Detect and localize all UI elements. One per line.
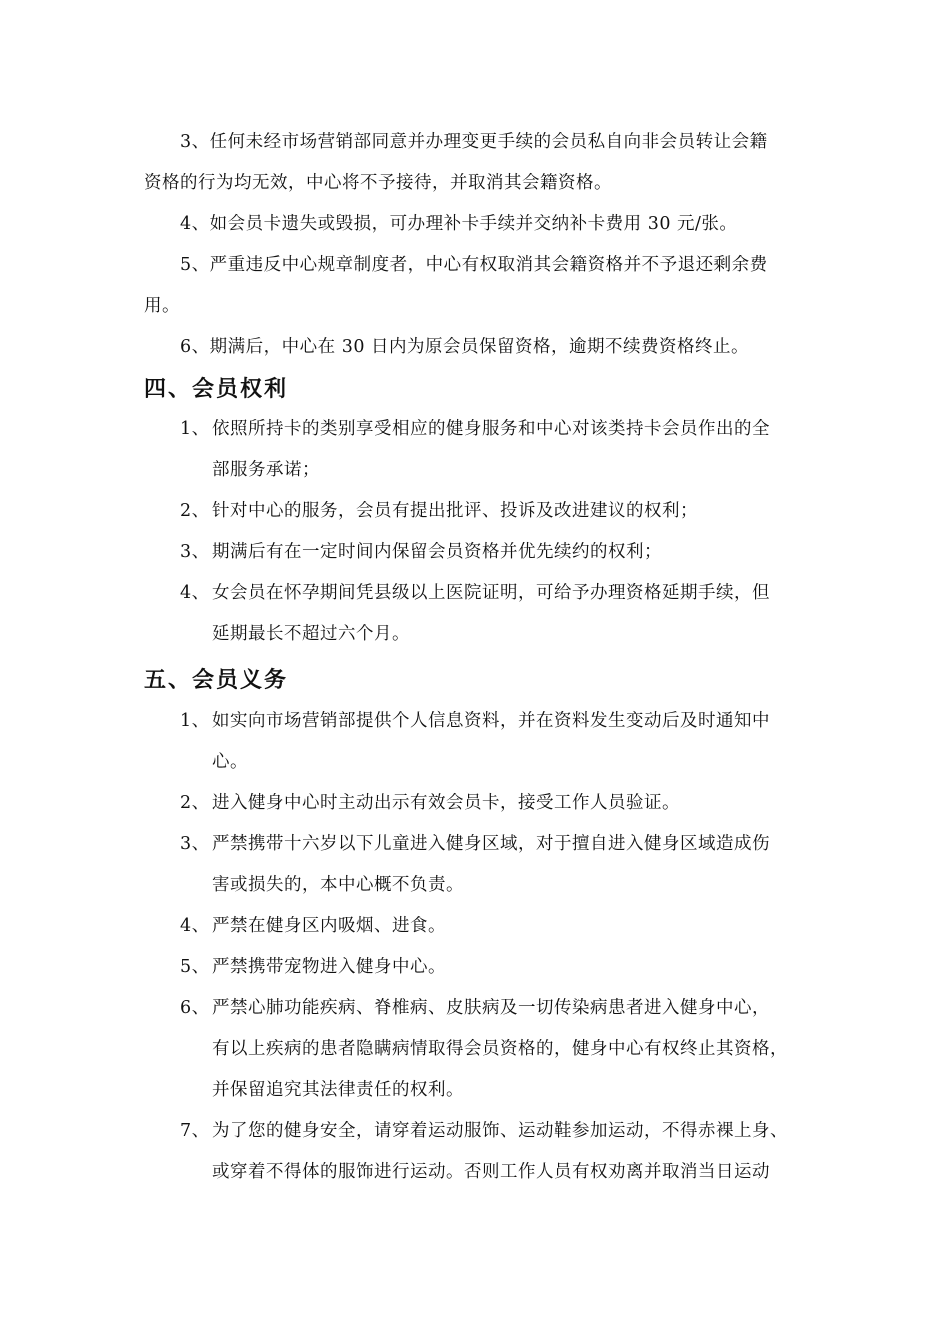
item-number: 6、 xyxy=(180,998,210,1018)
text-line: 期满后有在一定时间内保留会员资格并优先续约的权利； xyxy=(212,542,662,562)
item-number: 2、 xyxy=(180,501,210,521)
list-item xyxy=(180,701,820,783)
item-number: 4、 xyxy=(180,583,210,603)
text-line: 严禁携带十六岁以下儿童进入健身区域，对于擅自进入健身区域造成伤 xyxy=(212,834,770,854)
list-item xyxy=(180,409,820,491)
list-item xyxy=(180,947,820,988)
text-line: 心。 xyxy=(212,752,248,772)
text-line: 4、如会员卡遗失或毁损，可办理补卡手续并交纳补卡费用 30 元/张。 xyxy=(180,214,738,234)
text-line: 针对中心的服务，会员有提出批评、投诉及改进建议的权利； xyxy=(212,501,698,521)
list-item xyxy=(180,988,820,1111)
paragraph-3 xyxy=(144,122,814,204)
text-line: 为了您的健身安全，请穿着运动服饰、运动鞋参加运动，不得赤裸上身、 xyxy=(212,1121,788,1141)
item-number: 5、 xyxy=(180,957,210,977)
item-number: 1、 xyxy=(180,419,210,439)
list-item xyxy=(180,824,820,906)
item-number: 3、 xyxy=(180,834,210,854)
paragraph-6 xyxy=(144,327,814,368)
list-item xyxy=(180,906,820,947)
list-item xyxy=(180,532,820,573)
item-number: 2、 xyxy=(180,793,210,813)
text-line: 3、任何未经市场营销部同意并办理变更手续的会员私自向非会员转让会籍 xyxy=(180,132,768,152)
obligations-list xyxy=(180,701,820,1193)
text-line: 严禁在健身区内吸烟、进食。 xyxy=(212,916,446,936)
rights-list xyxy=(180,409,820,655)
text-line: 如实向市场营销部提供个人信息资料，并在资料发生变动后及时通知中 xyxy=(212,711,770,731)
text-line: 延期最长不超过六个月。 xyxy=(212,624,410,644)
text-line: 害或损失的，本中心概不负责。 xyxy=(212,875,464,895)
text-line: 部服务承诺； xyxy=(212,460,320,480)
item-number: 1、 xyxy=(180,711,210,731)
text-line: 依照所持卡的类别享受相应的健身服务和中心对该类持卡会员作出的全 xyxy=(212,419,770,439)
text-line: 或穿着不得体的服饰进行运动。否则工作人员有权劝离并取消当日运动 xyxy=(212,1162,770,1182)
text-line: 严禁携带宠物进入健身中心。 xyxy=(212,957,446,977)
text-line: 用。 xyxy=(144,296,180,316)
text-line: 资格的行为均无效，中心将不予接待，并取消其会籍资格。 xyxy=(144,173,612,193)
item-number: 3、 xyxy=(180,542,210,562)
section-heading-rights: 四、会员权利 xyxy=(144,377,289,402)
text-line: 女会员在怀孕期间凭县级以上医院证明，可给予办理资格延期手续，但 xyxy=(212,583,770,603)
list-item xyxy=(180,491,820,532)
list-item xyxy=(180,573,820,655)
text-line: 并保留追究其法律责任的权利。 xyxy=(212,1080,464,1100)
text-line: 进入健身中心时主动出示有效会员卡，接受工作人员验证。 xyxy=(212,793,680,813)
paragraph-4 xyxy=(144,204,814,245)
text-line: 5、严重违反中心规章制度者，中心有权取消其会籍资格并不予退还剩余费 xyxy=(180,255,768,275)
text-line: 严禁心肺功能疾病、脊椎病、皮肤病及一切传染病患者进入健身中心， xyxy=(212,998,770,1018)
list-item xyxy=(180,783,820,824)
text-line: 6、期满后，中心在 30 日内为原会员保留资格，逾期不续费资格终止。 xyxy=(180,337,750,357)
section-heading-obligations: 五、会员义务 xyxy=(144,668,289,693)
text-line: 有以上疾病的患者隐瞒病情取得会员资格的，健身中心有权终止其资格， xyxy=(212,1039,788,1059)
item-number: 7、 xyxy=(180,1121,210,1141)
paragraph-5 xyxy=(144,245,814,327)
list-item xyxy=(180,1111,820,1193)
item-number: 4、 xyxy=(180,916,210,936)
